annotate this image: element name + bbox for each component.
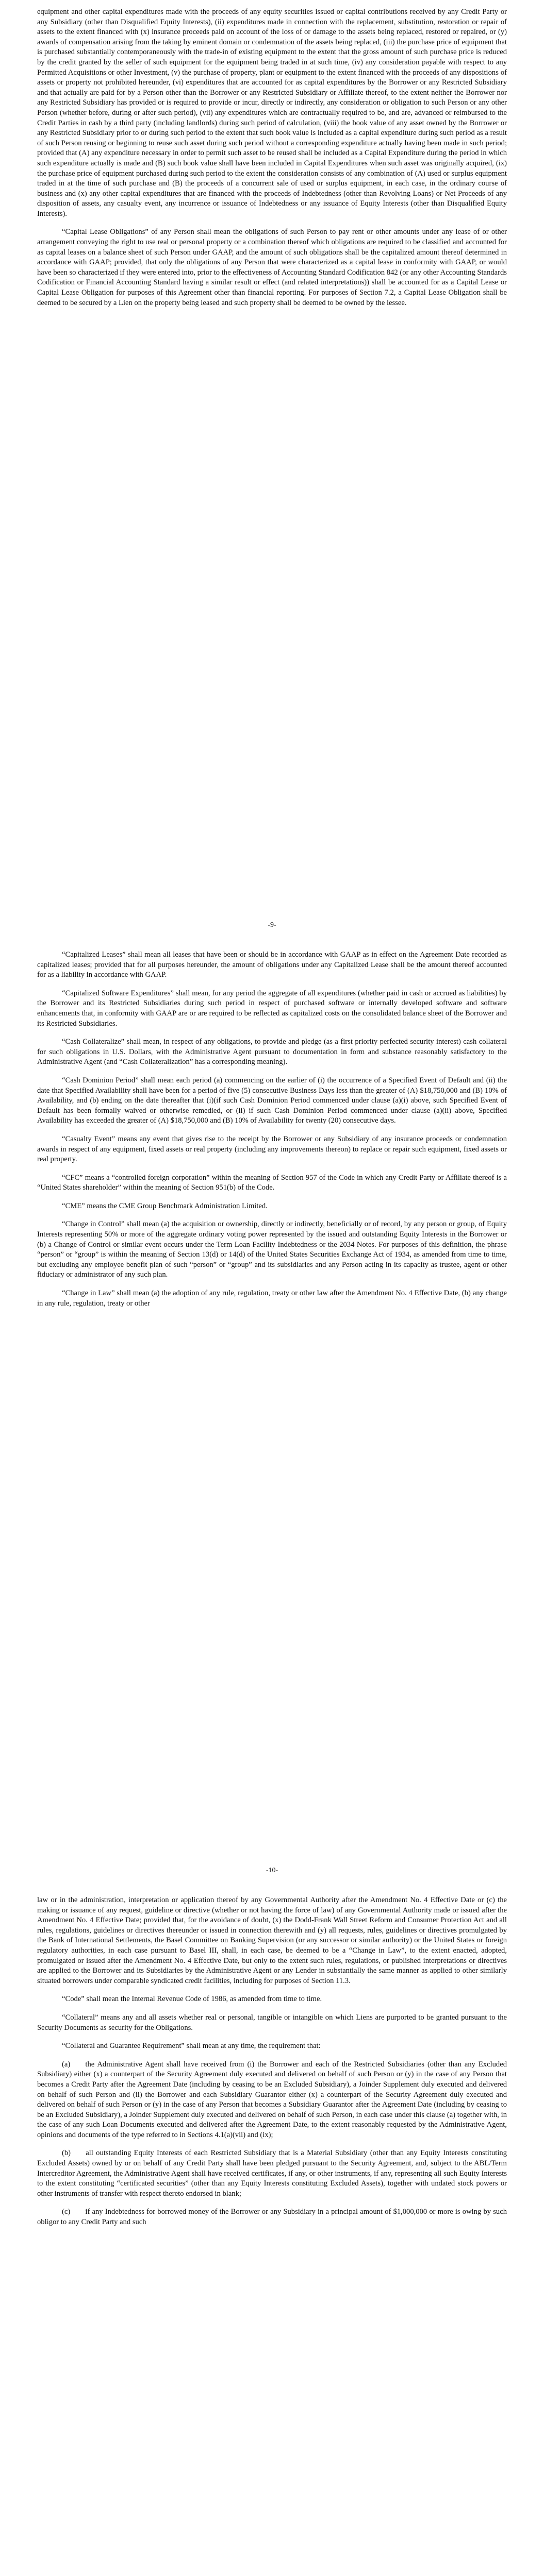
clause-a: (a) the Administrative Agent shall have received from (i) the Borrower and each of the Restricted Subsidiaries (other than any Excluded Subsidiary) either (x) a counterpart of the Security Agreement duly executed and delivered on behalf of such Person or (y) in the case of any Person that becomes a Credit Party after the Agreement Date (including by ceasing to be an Excluded Subsidiary), a Joinder Supplement duly executed and delivered on behalf of such Person and (ii) the Borrower and each Subsidiary Guarantor either (x) a counterpart of the Security Agreement duly executed and delivered on behalf of such Person or (y) in the case of any Person that becomes a Subsidiary Guarantor after the Agreement Date (including by ceasing to be an Excluded Subsidiary), a Joinder Supplement duly executed and delivered on behalf of such Person, in each case under this clause (a) together with, in the case of any such Loan Documents executed and delivered after the Agreement Date, to the extent reasonably requested by the Administrative Agent, opinions and documents of the type referred to in Sections 4.1(a)(vii) and (ix); [37,2060,507,2139]
definition-cash-collateralize: “Cash Collateralize” shall mean, in respect of any obligations, to provide and pledge (as a first priority perfected security interest) cash collateral for such obligations in U.S. Dollars, with the Administrative Agent pursuant to documentation in form and substance reasonably satisfactory to the Administrative Agent (and “Cash Collateralization” has a corresponding meaning). [37,1038,507,1066]
page-10-content [0,943,544,1309]
page-number: -10- [266,1867,278,1874]
definition-cme: “CME” means the CME Group Benchmark Administration Limited. [62,1201,268,1210]
page-9 [0,0,544,943]
definition-collateral: “Collateral” means any and all assets whether real or personal, tangible or intangible on which Liens are purported to be granted pursuant to the Security Documents as security for the Obligations. [37,2013,507,2032]
definition-cash-dominion-period: “Cash Dominion Period” shall mean each period (a) commencing on the earlier of (i) the occurrence of a Specified Event of Default and (ii) the date that Specified Availability shall have been for a period of five (5) consecutive Business Days less than the greater of (A) $18,750,000 and (B) 10% of Availability, and (b) ending on the date thereafter that (i)(if such Cash Dominion Period commenced under clause (a)(i) above, such Specified Event of Default has been formally waived or otherwise remedied, or (ii) if such Cash Dominion Period commenced under clause (a)(ii) above, Specified Availability has exceeded the greater of (A) $18,750,000 and (B) 10% of Availability for twenty (20) consecutive days. [37,1076,507,1125]
clause-c: (c) if any Indebtedness for borrowed money of the Borrower or any Subsidiary in a principal amount of $1,000,000 or more is owing by such obligor to any Credit Party and such [37,2208,507,2227]
definition-casualty-event: “Casualty Event” means any event that gives rise to the receipt by the Borrower or any Subsidiary of any insurance proceeds or condemnation awards in respect of any equipment, fixed assets or real property (including any improvements thereon) to replace or repair such equipment, fixed assets or real property. [37,1134,507,1164]
definition-change-in-control: “Change in Control” shall mean (a) the acquisition or ownership, directly or indirectly, beneficially or of record, by any person or group, of Equity Interests representing 50% or more of the aggregate ordinary voting power represented by the issued and outstanding Equity Interests in the Borrower or (b) a Change of Control or similar event occurs under the Term Loan Facility Indebtedness or the 2034 Notes. For purposes of this definition, the phrase “person” or “group” is within the meaning of Section 13(d) or 14(d) of the United States Securities Exchange Act of 1934, as amended from time to time, but excluding any employee benefit plan of such “person” or “group” and its subsidiaries and any Person acting in its capacity as trustee, agent or other fiduciary or administrator of any such plan. [37,1220,507,1279]
page-11-content [0,1888,544,2228]
definition-cfc: “CFC” means a “controlled foreign corporation” within the meaning of Section 957 of the Code in which any Credit Party or Affiliate thereof is a “United States shareholder” within the meaning of Section 951(b) of the Code. [37,1173,507,1192]
page-9-content [0,0,544,308]
page-10 [0,943,544,1888]
page-number: -9- [268,921,276,929]
change-in-law-continued-paragraph: law or in the administration, interpretation or application thereof by any Governmental Authority after the Amendment No. 4 Effective Date or (c) the making or issuance of any request, guideline or directive (whether or not having the force of law) of any Governmental Authority made or issued after the Amendment No. 4 Effective Date; provided that, for the avoidance of doubt, (x) the Dodd-Frank Wall Street Reform and Consumer Protection Act and all rules, regulations, guidelines or directives thereunder or issued in connection therewith and (y) all requests, rules, guidelines or directives promulgated by the Bank of International Settlements, the Basel Committee on Banking Supervision (or any successor or similar authority) or the United States or foreign regulatory authorities, in each case pursuant to Basel III, shall, in each case, be deemed to be a “Change in Law”, to the extent enacted, adopted, promulgated or issued after the Amendment No. 4 Effective Date, but only to the extent such rules, regulations, or published interpretations or directives are applied to the Borrower and its Subsidiaries by the Administrative Agent or any Lender in substantially the same manner as applied to other similarly situated borrowers under comparable syndicated credit facilities, including for purposes of Section 11.3. [37,1896,507,1985]
definition-capitalized-software-expenditures: “Capitalized Software Expenditures” shall mean, for any period the aggregate of all expenditures (whether paid in cash or accrued as liabilities) by the Borrower and its Restricted Subsidiaries during such period in respect of purchased software or internally developed software and software enhancements that, in conformity with GAAP are or are required to be reflected as capitalized costs on the consolidated balance sheet of the Borrower and its Restricted Subsidiaries. [37,989,507,1028]
clause-b: (b) all outstanding Equity Interests of each Restricted Subsidiary that is a Material Subsidiary (other than any Equity Interests constituting Excluded Assets) owned by or on behalf of any Credit Party shall have been pledged pursuant to the Security Agreement, and, subject to the ABL/Term Intercreditor Agreement, the Administrative Agent shall have received certificates, if any, or other instruments, if any, representing all such Equity Interests to the extent constituting “certificated securities” (other than any Equity Interests constituting Excluded Assets), together with undated stock powers or other instruments of transfer with respect thereto endorsed in blank; [37,2149,507,2198]
page-11 [0,1888,544,2576]
definition-code: “Code” shall mean the Internal Revenue Code of 1986, as amended from time to time. [62,1995,322,2004]
definition-collateral-and-guarantee-requirement: “Collateral and Guarantee Requirement” shall mean at any time, the requirement that: [62,2042,321,2050]
definition-change-in-law: “Change in Law” shall mean (a) the adoption of any rule, regulation, treaty or other law after the Amendment No. 4 Effective Date, (b) any change in any rule, regulation, treaty or other [37,1289,507,1308]
definition-capitalized-leases: “Capitalized Leases” shall mean all leases that have been or should be in accordance with GAAP as in effect on the Agreement Date recorded as capitalized leases; provided that for all purposes hereunder, the amount of obligations under any Capitalized Lease shall be the amount thereof accounted for as a liability in accordance with GAAP. [37,951,507,979]
capex-exclusions-paragraph: equipment and other capital expenditures made with the proceeds of any equity securities issued or capital contributions received by any Credit Party or any Subsidiary (other than Disqualified Equity Interests), (ii) expenditures made in connection with the replacement, substitution, restoration or repair of assets to the extent financed with (x) insurance proceeds paid on account of the loss of or damage to the assets being replaced, restored or repaired, or (y) awards of compensation arising from the taking by eminent domain or condemnation of the assets being replaced, (iii) the purchase price of equipment that is purchased substantially contemporaneously with the trade-in of existing equipment to the extent that the gross amount of such purchase price is reduced by the credit granted by the seller of such equipment for the equipment being traded in at such time, (iv) any consideration payable with respect to any Permitted Acquisitions or other Investment, (v) the purchase of property, plant or equipment to the extent financed with the proceeds of any dispositions of assets or property not prohibited hereunder, (vi) expenditures that are accounted for as capital expenditures by the Borrower or any Restricted Subsidiary and that actually are paid for by a Person other than the Borrower or any Restricted Subsidiary or Affiliate thereof, to the extent neither the Borrower nor any Restricted Subsidiary has provided or is required to provide or incur, directly or indirectly, any consideration or obligation to such Person or any other Person (whether before, during or after such period), (vii) any expenditures which are contractually required to be, and are, advanced or reimbursed to the Credit Parties in cash by a third party (including landlords) during such period of calculation, (viii) the book value of any asset owned by the Borrower or any Restricted Subsidiary prior to or during such period to the extent that such book value is included as a capital expenditure during such period as a result of such Person reusing or beginning to reuse such asset during such period without a corresponding expenditure actually having been made in such period; provided that (A) any expenditure necessary in order to permit such asset to be reused shall be included as a Capital Expenditure during the period in which such expenditure actually is made and (B) such book value shall have been included in Capital Expenditures when such asset was originally acquired, (ix) the purchase price of equipment purchased during such period to the extent the consideration consists of any combination of (A) used or surplus equipment traded in at the time of such purchase and (B) the proceeds of a concurrent sale of used or surplus equipment, in each case, in the ordinary course of business and (x) any other capital expenditures that are financed with the proceeds of Indebtedness (other than Revolving Loans) or Net Proceeds of any disposition of assets, any casualty event, any incurrence or issuance of Indebtedness or any issuance of Equity Interests (other than Disqualified Equity Interests). [37,8,507,218]
definition-capital-lease-obligations: “Capital Lease Obligations” of any Person shall mean the obligations of such Person to pay rent or other amounts under any lease of or other arrangement conveying the right to use real or personal property or a combination thereof which obligations are required to be classified and accounted for as capital leases on a balance sheet of such Person under GAAP, and the amount of such obligations shall be the capitalized amount thereof determined in accordance with GAAP; provided, that only the obligations of any Person that were characterized as a capital lease in conformity with GAAP, or would have been so characterized if they were entered into, prior to the effectiveness of Accounting Standard Codification 842 (or any other Accounting Standards Codification or Financial Accounting Standard having a similar result or effect (and related interpretations)) shall be accounted for as a Capital Lease or Capital Lease Obligation for purposes of this Agreement other than financial reporting. For purposes of Section 7.2, a Capital Lease Obligation shall be deemed to be secured by a Lien on the property being leased and such property shall be deemed to be owned by the lessee. [37,228,507,307]
